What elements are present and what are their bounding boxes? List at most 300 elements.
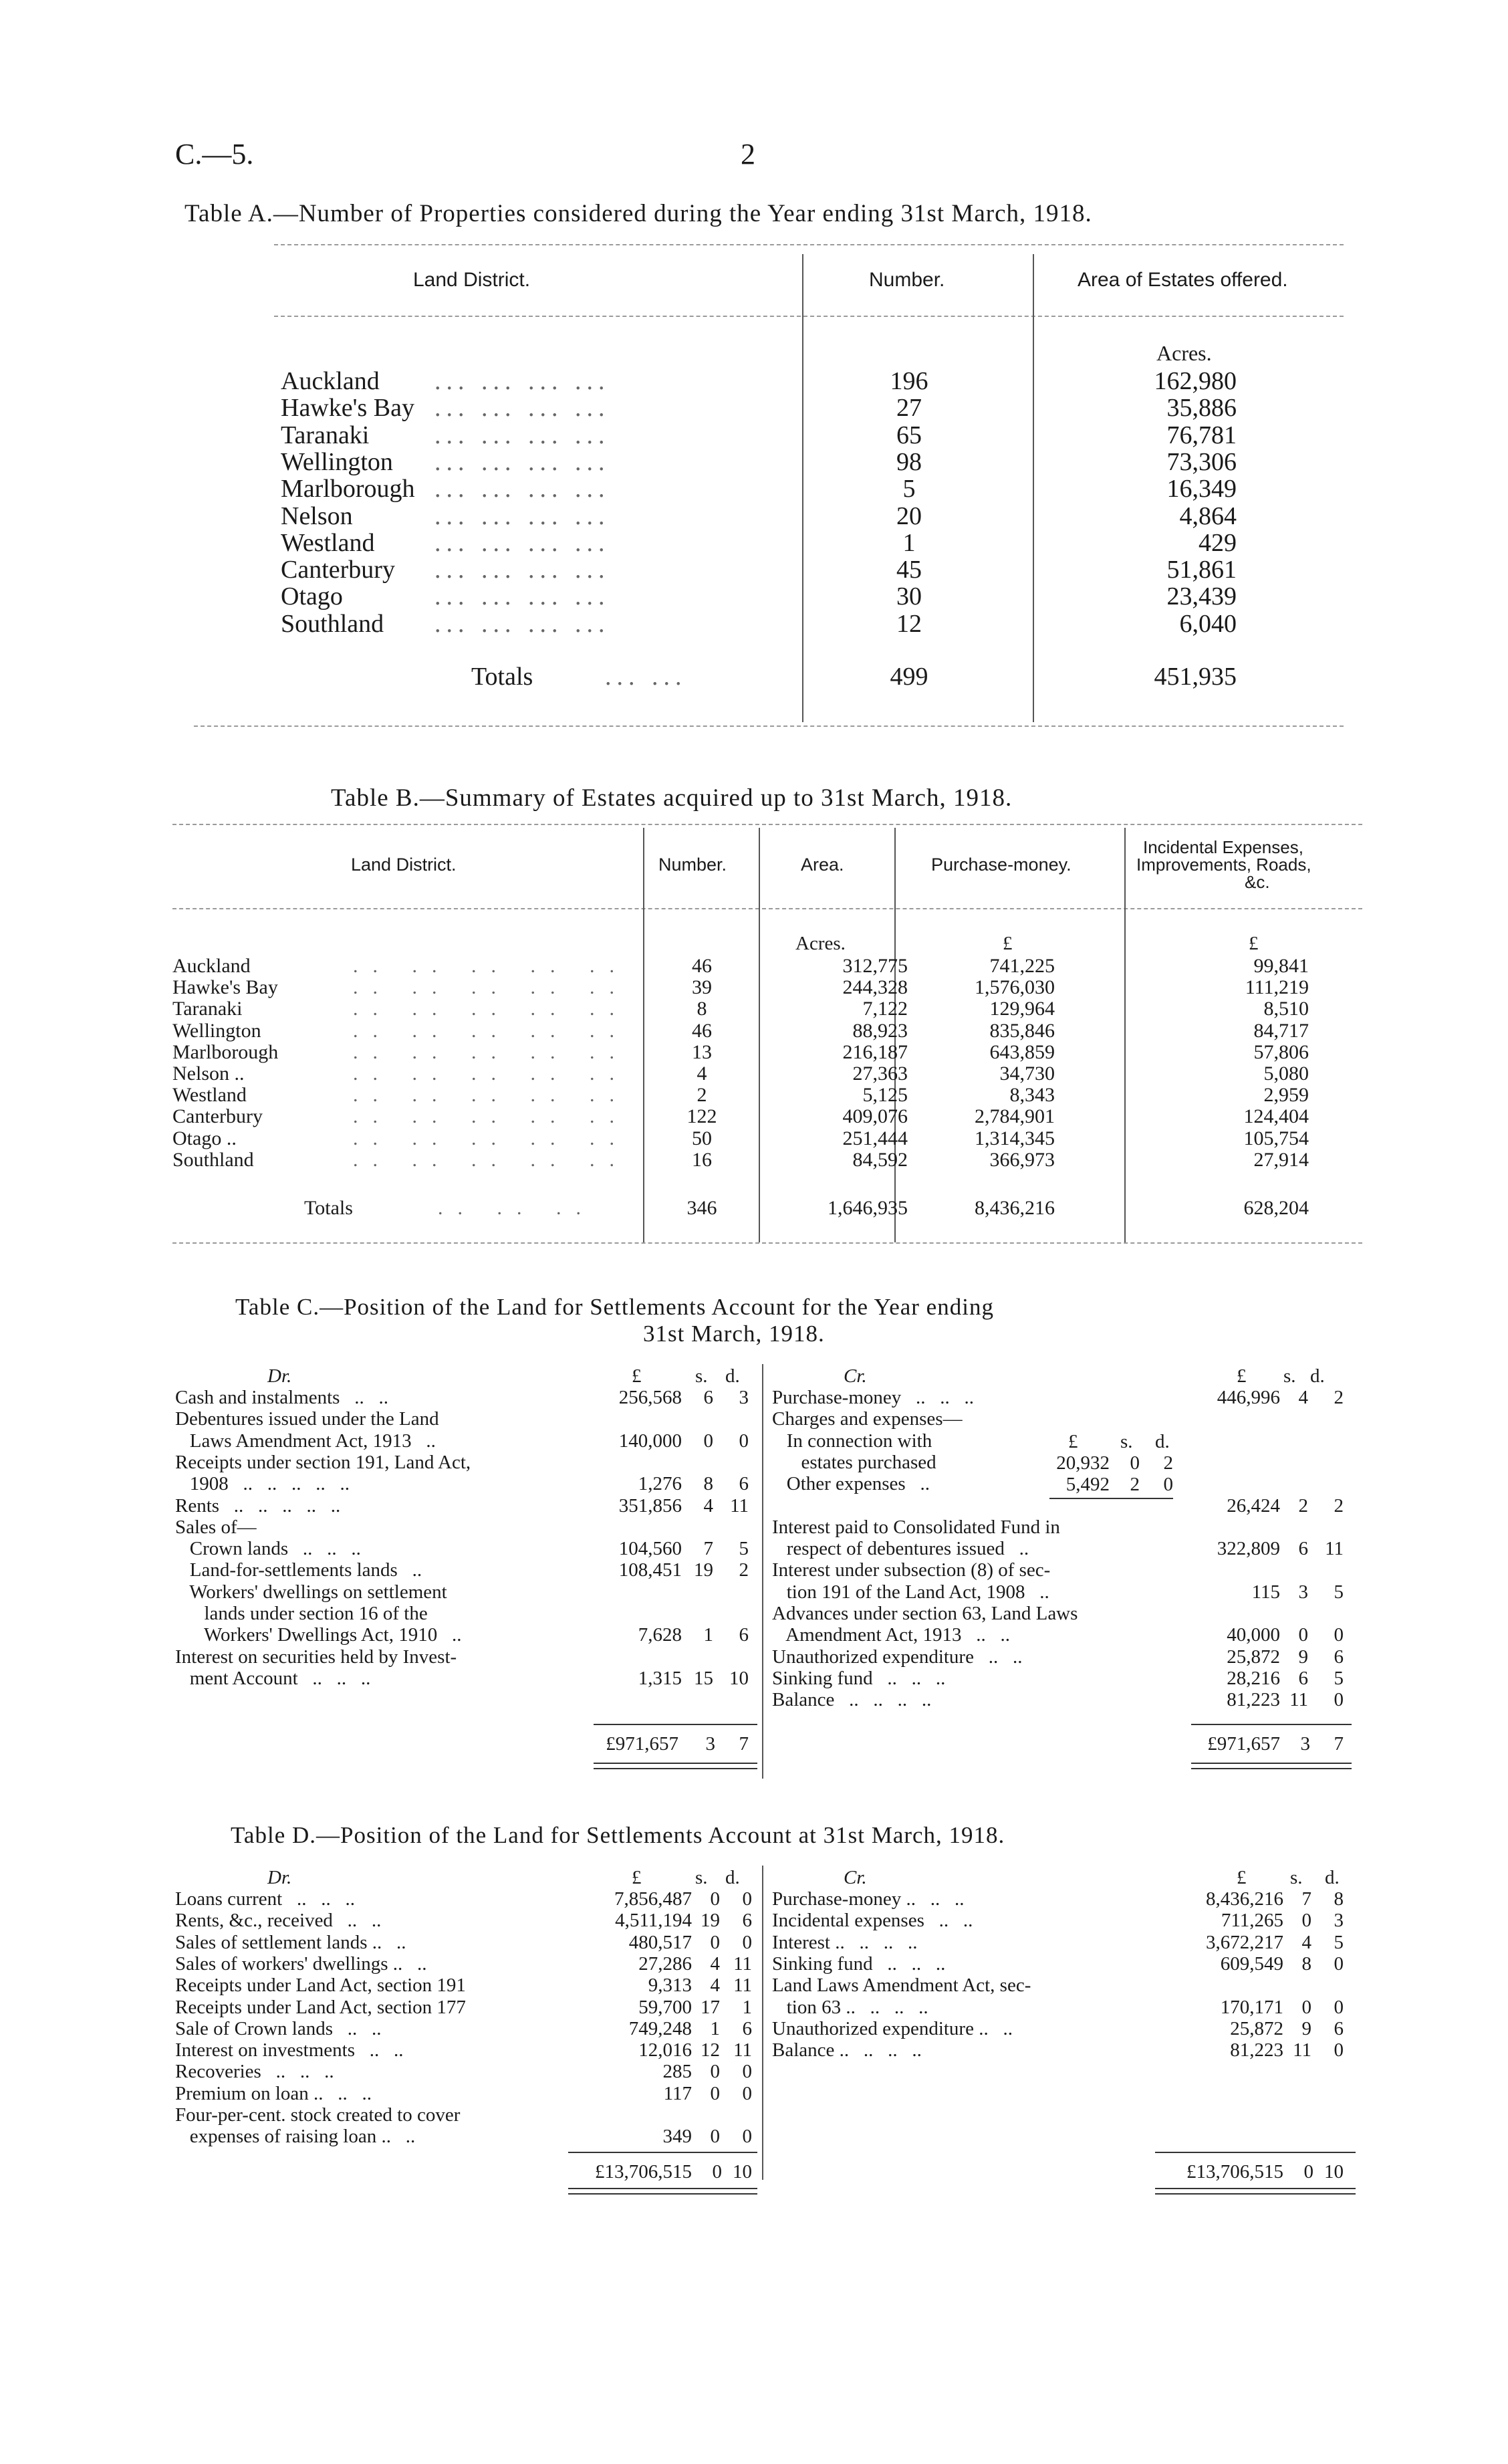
- ledger-item-label: Sales of settlement lands .. ..: [175, 1931, 406, 1953]
- area-offered: 35,886: [1166, 394, 1237, 423]
- area-offered: 23,439: [1166, 582, 1237, 611]
- table-b-unit-area: Acres.: [795, 933, 846, 954]
- ledger-item-shillings: 3: [1298, 1581, 1308, 1603]
- table-d-dr-total-s: 0: [712, 2161, 722, 2182]
- ledger-item-label: Receipts under Land Act, section 177: [175, 1996, 466, 2018]
- table-row: [172, 1084, 1362, 1105]
- table-d-cr-s-head: s.: [1290, 1867, 1303, 1888]
- table-d-dr-subtotal-rule: [568, 2152, 757, 2153]
- ledger-item-shillings: 8: [703, 1473, 713, 1495]
- table-b-col-district: Land District.: [351, 855, 457, 875]
- ledger-item-shillings: 12: [701, 2039, 720, 2061]
- ledger-item-pence: 0: [742, 2126, 752, 2148]
- ledger-item-shillings: 0: [1301, 1996, 1311, 2018]
- ledger-item-label: Recoveries .. .. ..: [175, 2061, 334, 2083]
- ledger-item-pounds: 140,000: [618, 1430, 682, 1452]
- ledger-item-pounds: 322,809: [1217, 1538, 1280, 1560]
- ledger-item-pence: 0: [742, 1888, 752, 1910]
- estate-count: 46: [692, 1019, 712, 1042]
- incidental-expenses: 27,914: [1253, 1148, 1309, 1171]
- purchase-money: 34,730: [999, 1062, 1055, 1085]
- ledger-item-label: Crown lands .. .. ..: [175, 1538, 361, 1560]
- table-c-cr-total-s: 3: [1300, 1733, 1310, 1755]
- ledger-item-shillings: 15: [694, 1667, 713, 1689]
- ledger-item-pounds: 59,700: [638, 1996, 692, 2018]
- estate-count: 2: [697, 1084, 707, 1107]
- ledger-item-pence: 11: [733, 1952, 752, 1975]
- ledger-item-pounds: 28,216: [1227, 1667, 1280, 1689]
- table-c-dr-total-s: 3: [705, 1733, 715, 1755]
- ledger-item-pence: 0: [1334, 2039, 1344, 2061]
- dot-leader: ... ... ... ...: [434, 394, 610, 423]
- purchase-money: 643,859: [989, 1040, 1055, 1063]
- table-b-bottom-rule: [172, 1242, 1362, 1244]
- table-b-header-rule: [172, 908, 1362, 909]
- table-row: [281, 421, 1324, 447]
- ledger-item-label: Sale of Crown lands .. ..: [175, 2017, 382, 2039]
- table-c-cr-pound-head: £: [1237, 1365, 1247, 1387]
- ledger-item-pounds: 8,436,216: [1206, 1888, 1283, 1910]
- dot-leader: ... ... ... ...: [434, 556, 610, 584]
- table-d-cr-total-rule: [1155, 2188, 1356, 2195]
- ledger-item-label: Advances under section 63, Land Laws: [772, 1603, 1078, 1624]
- table-a-col-number: Number.: [869, 269, 945, 291]
- ledger-item-label: Premium on loan .. .. ..: [175, 2082, 372, 2104]
- district-name: Canterbury: [172, 1105, 263, 1128]
- ledger-item-shillings: 19: [694, 1559, 713, 1581]
- ledger-item-label: Workers' Dwellings Act, 1910 ..: [175, 1624, 462, 1646]
- table-a-col-area: Area of Estates offered.: [1078, 269, 1288, 291]
- dot-leader: .. .. .. .. ..: [353, 1019, 629, 1042]
- table-a-totals-area: 451,935: [1154, 663, 1237, 691]
- ledger-item-pence: 11: [733, 2039, 752, 2061]
- ledger-item-shillings: 4: [703, 1494, 713, 1517]
- ledger-item-pence: 0: [1334, 1996, 1344, 2018]
- ledger-item-pence: 5: [1334, 1931, 1344, 1953]
- table-c-dr-subtotal-rule: [594, 1724, 757, 1725]
- table-b-totals-number: 346: [686, 1197, 717, 1219]
- ledger-item-label: Interest under subsection (8) of sec-: [772, 1559, 1051, 1581]
- ledger-item-pounds: 285: [662, 2061, 692, 2083]
- district-name: Taranaki: [281, 421, 370, 449]
- district-name: Hawke's Bay: [281, 394, 414, 423]
- district-name: Westland: [172, 1084, 247, 1107]
- table-c-inner-d-2: 0: [1163, 1474, 1173, 1495]
- area-offered: 6,040: [1179, 609, 1237, 638]
- area-offered: 162,980: [1154, 367, 1237, 395]
- ledger-item-pence: 8: [1334, 1888, 1344, 1910]
- table-c-cr-d-head: d.: [1310, 1365, 1325, 1387]
- ledger-item-label: Interest .. .. .. ..: [772, 1931, 918, 1953]
- area-offered: 429: [1199, 528, 1237, 557]
- table-b-unit-purchase: £: [1003, 933, 1013, 954]
- table-b-unit-incidental: £: [1249, 933, 1259, 954]
- table-a-unit: Acres.: [1156, 341, 1212, 365]
- table-c-caption-line-2: 31st March, 1918.: [643, 1321, 825, 1347]
- ledger-item-pence: 1: [742, 1996, 752, 2018]
- ledger-item-label: Unauthorized expenditure .. ..: [772, 1646, 1023, 1668]
- estate-count: 4: [697, 1062, 707, 1085]
- ledger-item-label: Other expenses ..: [772, 1473, 930, 1495]
- incidental-expenses: 124,404: [1243, 1105, 1309, 1128]
- ledger-item-shillings: 7: [703, 1538, 713, 1560]
- ledger-item-label: Unauthorized expenditure .. ..: [772, 2017, 1013, 2039]
- ledger-item-pounds: 40,000: [1227, 1624, 1280, 1646]
- ledger-item-pounds: 480,517: [628, 1931, 692, 1953]
- table-a-totals-leader: ... ...: [605, 663, 687, 691]
- ledger-item-label: 1908 .. .. .. .. ..: [175, 1473, 350, 1495]
- ledger-item-shillings: 0: [1301, 1910, 1311, 1932]
- ledger-item-pence: 5: [739, 1538, 749, 1560]
- table-c-dr-heading: Dr.: [267, 1365, 292, 1387]
- ledger-item-pence: 2: [739, 1559, 749, 1581]
- ledger-item-pounds: 7,856,487: [614, 1888, 692, 1910]
- ledger-item-label: Receipts under Land Act, section 191: [175, 1975, 466, 1997]
- district-name: Southland: [172, 1148, 254, 1171]
- table-row: [172, 1020, 1362, 1041]
- estate-area: 84,592: [852, 1148, 908, 1171]
- dot-leader: ... ... ... ...: [434, 528, 610, 557]
- ledger-item-label: Workers' dwellings on settlement: [175, 1581, 447, 1603]
- table-c-inner-pound-head: £: [1068, 1431, 1078, 1452]
- ledger-item-shillings: 0: [1298, 1624, 1308, 1646]
- ledger-item-pounds: 170,171: [1220, 1996, 1283, 2018]
- table-row: [281, 582, 1324, 611]
- estate-area: 7,122: [862, 998, 908, 1020]
- ledger-item-shillings: 9: [1301, 2017, 1311, 2039]
- ledger-item-pence: 0: [742, 2061, 752, 2083]
- table-c-inner-s-head: s.: [1120, 1431, 1133, 1452]
- property-count: 45: [896, 556, 922, 584]
- table-row: [172, 998, 1362, 1019]
- ledger-item-pounds: 26,424: [1227, 1494, 1280, 1517]
- area-offered: 51,861: [1166, 556, 1237, 584]
- dot-leader: .. .. .. .. ..: [353, 1084, 629, 1107]
- table-c-dr-total: £971,657: [606, 1733, 678, 1755]
- table-d-cr-total-d: 10: [1324, 2161, 1344, 2182]
- table-c-cr-heading: Cr.: [844, 1365, 867, 1387]
- ledger-item-shillings: 1: [710, 2017, 720, 2039]
- estate-area: 312,775: [842, 955, 908, 977]
- ledger-item-label: Charges and expenses—: [772, 1408, 963, 1430]
- document-reference: C.—5.: [175, 138, 254, 171]
- table-b-col-purchase: Purchase-money.: [931, 855, 1072, 875]
- ledger-item-pounds: 117: [663, 2082, 692, 2104]
- ledger-item-pounds: 4,511,194: [615, 1910, 692, 1932]
- ledger-item-pence: 0: [1334, 1624, 1344, 1646]
- ledger-item-pounds: 349: [662, 2126, 692, 2148]
- table-c-cr-total-d: 7: [1334, 1733, 1344, 1755]
- ledger-item-label: Cash and instalments .. ..: [175, 1387, 388, 1408]
- estate-area: 216,187: [842, 1040, 908, 1063]
- table-d-dr-total: £13,706,515: [595, 2161, 692, 2182]
- ledger-item-pence: 0: [1334, 1952, 1344, 1975]
- ledger-item-pounds: 351,856: [618, 1494, 682, 1517]
- property-count: 20: [896, 501, 922, 530]
- ledger-item-shillings: 19: [701, 1910, 720, 1932]
- table-a-top-rule: [274, 244, 1344, 245]
- district-name: Otago ..: [172, 1127, 237, 1149]
- ledger-item-shillings: 6: [1298, 1538, 1308, 1560]
- district-name: Southland: [281, 609, 384, 638]
- dot-leader: .. .. .. .. ..: [353, 1040, 629, 1063]
- ledger-item-shillings: 1: [703, 1624, 713, 1646]
- ledger-item-pounds: 256,568: [618, 1387, 682, 1408]
- estate-area: 88,923: [852, 1019, 908, 1042]
- ledger-item-shillings: 0: [710, 1888, 720, 1910]
- ledger-item-shillings: 7: [1301, 1888, 1311, 1910]
- ledger-item-pounds: 12,016: [638, 2039, 692, 2061]
- ledger-item-label: Interest on investments .. ..: [175, 2039, 404, 2061]
- ledger-item-pounds: 25,872: [1227, 1646, 1280, 1668]
- ledger-item-pounds: 609,549: [1220, 1952, 1283, 1975]
- ledger-item-pounds: 9,313: [648, 1975, 692, 1997]
- ledger-item-pounds: 3,672,217: [1206, 1931, 1283, 1953]
- ledger-item-pence: 5: [1334, 1667, 1344, 1689]
- ledger-item-label: Interest paid to Consolidated Fund in: [772, 1516, 1060, 1538]
- table-a-bottom-rule: [194, 725, 1344, 727]
- dot-leader: .. .. .. .. ..: [353, 955, 629, 977]
- district-name: Marlborough: [172, 1040, 279, 1063]
- estate-count: 13: [692, 1040, 712, 1063]
- purchase-money: 8,343: [1009, 1084, 1055, 1107]
- ledger-item-shillings: 0: [710, 1931, 720, 1953]
- purchase-money: 2,784,901: [975, 1105, 1055, 1128]
- ledger-item-shillings: 11: [1293, 2039, 1311, 2061]
- estate-area: 5,125: [862, 1084, 908, 1107]
- incidental-expenses: 8,510: [1263, 998, 1309, 1020]
- district-name: Canterbury: [281, 556, 395, 584]
- estate-area: 409,076: [842, 1105, 908, 1128]
- table-d-dr-total-rule: [568, 2188, 757, 2195]
- table-c-inner-amount-2: 5,492: [1065, 1474, 1110, 1495]
- ledger-item-label: Balance .. .. .. ..: [772, 1689, 932, 1711]
- table-c-inner-d-head: d.: [1155, 1431, 1170, 1452]
- area-offered: 73,306: [1166, 447, 1237, 476]
- dot-leader: .. .. .. .. ..: [353, 1062, 629, 1085]
- table-c-inner-amount-1: 20,932: [1056, 1452, 1110, 1474]
- table-d-cr-heading: Cr.: [844, 1867, 867, 1888]
- incidental-expenses: 2,959: [1263, 1084, 1309, 1107]
- ledger-item-pence: 6: [742, 2017, 752, 2039]
- estate-area: 244,328: [842, 976, 908, 999]
- ledger-item-pence: 6: [1334, 1646, 1344, 1668]
- table-c-inner-d-1: 2: [1163, 1452, 1173, 1474]
- ledger-item-label: In connection with: [772, 1430, 932, 1452]
- table-row: [281, 555, 1324, 582]
- ledger-item-pence: 0: [742, 1931, 752, 1953]
- ledger-item-label: Sinking fund .. .. ..: [772, 1667, 946, 1689]
- ledger-item-pence: 6: [742, 1910, 752, 1932]
- ledger-item-pence: 0: [1334, 1689, 1344, 1711]
- ledger-item-shillings: 6: [1298, 1667, 1308, 1689]
- table-row: [172, 1105, 1362, 1127]
- district-name: Westland: [281, 528, 375, 557]
- table-d-cr-total: £13,706,515: [1186, 2161, 1283, 2182]
- estate-count: 16: [692, 1148, 712, 1171]
- ledger-item-label: Amendment Act, 1913 .. ..: [772, 1624, 1011, 1646]
- table-b-totals-leader: .. .. ..: [438, 1197, 596, 1219]
- ledger-item-label: Receipts under section 191, Land Act,: [175, 1451, 471, 1473]
- ledger-item-pence: 6: [1334, 2017, 1344, 2039]
- ledger-item-label: Balance .. .. .. ..: [772, 2039, 922, 2061]
- table-b-totals-incidental: 628,204: [1243, 1197, 1309, 1219]
- ledger-item-shillings: 0: [703, 1430, 713, 1452]
- table-a-totals-number: 499: [890, 663, 928, 691]
- table-row: [281, 447, 1324, 474]
- purchase-money: 366,973: [989, 1148, 1055, 1171]
- ledger-item-label: Purchase-money .. .. ..: [772, 1888, 965, 1910]
- dot-leader: .. .. .. .. ..: [353, 998, 629, 1020]
- dot-leader: ... ... ... ...: [434, 501, 610, 530]
- ledger-item-pounds: 81,223: [1230, 2039, 1283, 2061]
- table-d-center-divider: [762, 1866, 763, 2180]
- ledger-item-pounds: 749,248: [628, 2017, 692, 2039]
- table-c-dr-total-d: 7: [739, 1733, 749, 1755]
- table-d-cr-d-head: d.: [1325, 1867, 1340, 1888]
- table-c-dr-d-head: d.: [725, 1365, 740, 1387]
- page-number: 2: [741, 138, 755, 171]
- incidental-expenses: 57,806: [1253, 1040, 1309, 1063]
- purchase-money: 129,964: [989, 998, 1055, 1020]
- property-count: 30: [896, 582, 922, 611]
- ledger-item-shillings: 8: [1301, 1952, 1311, 1975]
- ledger-item-pounds: 1,315: [638, 1667, 682, 1689]
- ledger-item-pence: 0: [739, 1430, 749, 1452]
- table-b-col-area: Area.: [801, 855, 844, 875]
- area-offered: 76,781: [1166, 421, 1237, 449]
- table-c-cr-total: £971,657: [1207, 1733, 1280, 1755]
- dot-leader: ... ... ... ...: [434, 582, 610, 611]
- district-name: Wellington: [281, 447, 393, 476]
- property-count: 1: [902, 528, 916, 557]
- purchase-money: 835,846: [989, 1019, 1055, 1042]
- district-name: Otago: [281, 582, 343, 611]
- district-name: Auckland: [281, 367, 380, 395]
- ledger-item-label: Sales of workers' dwellings .. ..: [175, 1952, 427, 1975]
- ledger-item-shillings: 4: [1298, 1387, 1308, 1408]
- estate-count: 46: [692, 955, 712, 977]
- ledger-item-pence: 0: [742, 2082, 752, 2104]
- table-b-col-incidental-2: Improvements, Roads,: [1136, 855, 1311, 875]
- ledger-item-label: lands under section 16 of the: [175, 1603, 428, 1624]
- table-row: [281, 528, 1324, 555]
- district-name: Auckland: [172, 955, 251, 977]
- ledger-item-pence: 2: [1334, 1387, 1344, 1408]
- ledger-item-pounds: 108,451: [618, 1559, 682, 1581]
- ledger-item-label: Debentures issued under the Land: [175, 1408, 439, 1430]
- ledger-item-label: Incidental expenses .. ..: [772, 1910, 973, 1932]
- ledger-item-pence: 2: [1334, 1494, 1344, 1517]
- area-offered: 4,864: [1179, 501, 1237, 530]
- dot-leader: .. .. .. .. ..: [353, 1105, 629, 1128]
- table-d-dr-total-d: 10: [733, 2161, 752, 2182]
- ledger-item-shillings: 17: [701, 1996, 720, 2018]
- ledger-item-pence: 3: [1334, 1910, 1344, 1932]
- table-c-dr-total-rule: [594, 1763, 757, 1769]
- dot-leader: .. .. .. .. ..: [353, 976, 629, 999]
- table-b-totals-area: 1,646,935: [828, 1197, 908, 1219]
- table-row: [172, 1127, 1362, 1149]
- property-count: 5: [902, 475, 916, 503]
- ledger-item-label: estates purchased: [772, 1451, 936, 1473]
- ledger-item-shillings: 11: [1289, 1689, 1308, 1711]
- dot-leader: ... ... ... ...: [434, 421, 610, 449]
- ledger-item-label: Land Laws Amendment Act, sec-: [772, 1975, 1031, 1997]
- ledger-item-label: Land-for-settlements lands ..: [175, 1559, 422, 1581]
- ledger-item-shillings: 4: [1301, 1931, 1311, 1953]
- table-row: [172, 1041, 1362, 1062]
- ledger-item-pence: 6: [739, 1624, 749, 1646]
- ledger-item-pounds: 115: [1251, 1581, 1280, 1603]
- table-a-totals-label: Totals: [471, 663, 533, 691]
- property-count: 65: [896, 421, 922, 449]
- table-c-inner-s-2: 2: [1130, 1474, 1140, 1495]
- dot-leader: ... ... ... ...: [434, 447, 610, 476]
- dot-leader: ... ... ... ...: [434, 367, 610, 395]
- ledger-item-pence: 6: [739, 1473, 749, 1495]
- ledger-item-shillings: 0: [710, 2061, 720, 2083]
- estate-count: 122: [686, 1105, 717, 1128]
- ledger-item-label: Sinking fund .. .. ..: [772, 1952, 946, 1975]
- ledger-item-pence: 3: [739, 1387, 749, 1408]
- dot-leader: .. .. .. .. ..: [353, 1127, 629, 1149]
- ledger-item-label: Laws Amendment Act, 1913 ..: [175, 1430, 436, 1452]
- ledger-item-label: Sales of—: [175, 1516, 257, 1538]
- ledger-item-shillings: 9: [1298, 1646, 1308, 1668]
- ledger-item-shillings: 4: [710, 1975, 720, 1997]
- district-name: Taranaki: [172, 998, 243, 1020]
- table-b-caption: Table B.—Summary of Estates acquired up to 31st March, 1918.: [331, 784, 1013, 812]
- table-d-cr-pound-head: £: [1237, 1867, 1247, 1888]
- table-d-dr-d-head: d.: [725, 1867, 740, 1888]
- ledger-item-shillings: 0: [710, 2082, 720, 2104]
- ledger-item-pounds: 27,286: [638, 1952, 692, 1975]
- ledger-item-pence: 5: [1334, 1581, 1344, 1603]
- dot-leader: ... ... ... ...: [434, 475, 610, 503]
- ledger-item-label: ment Account .. .. ..: [175, 1667, 371, 1689]
- ledger-item-label: respect of debentures issued ..: [772, 1538, 1029, 1560]
- incidental-expenses: 99,841: [1253, 955, 1309, 977]
- ledger-item-pence: 11: [730, 1494, 749, 1517]
- property-count: 98: [896, 447, 922, 476]
- ledger-item-shillings: 2: [1298, 1494, 1308, 1517]
- district-name: Marlborough: [281, 475, 415, 503]
- table-c-dr-pound-head: £: [632, 1365, 642, 1387]
- purchase-money: 1,314,345: [975, 1127, 1055, 1149]
- table-c-cr-s-head: s.: [1283, 1365, 1296, 1387]
- table-d-cr-subtotal-rule: [1155, 2152, 1356, 2153]
- incidental-expenses: 5,080: [1263, 1062, 1309, 1085]
- table-b-col-number: Number.: [658, 855, 727, 875]
- table-b-col-incidental-3: &c.: [1245, 872, 1270, 892]
- table-b-totals-purchase: 8,436,216: [975, 1197, 1055, 1219]
- table-c-dr-s-head: s.: [695, 1365, 708, 1387]
- estate-area: 251,444: [842, 1127, 908, 1149]
- table-d-cr-total-s: 0: [1303, 2161, 1313, 2182]
- table-d-caption: Table D.—Position of the Land for Settlements Account at 31st March, 1918.: [231, 1822, 1005, 1848]
- ledger-item-shillings: 0: [710, 2126, 720, 2148]
- ledger-item-pence: 10: [729, 1667, 749, 1689]
- table-d-dr-pound-head: £: [632, 1867, 642, 1888]
- ledger-item-pence: 11: [733, 1975, 752, 1997]
- ledger-item-label: tion 191 of the Land Act, 1908 ..: [772, 1581, 1049, 1603]
- table-c-center-divider: [762, 1364, 763, 1779]
- estate-area: 27,363: [852, 1062, 908, 1085]
- ledger-item-label: Rents .. .. .. .. ..: [175, 1494, 341, 1517]
- incidental-expenses: 84,717: [1253, 1019, 1309, 1042]
- table-c-inner-rule: [1049, 1498, 1173, 1499]
